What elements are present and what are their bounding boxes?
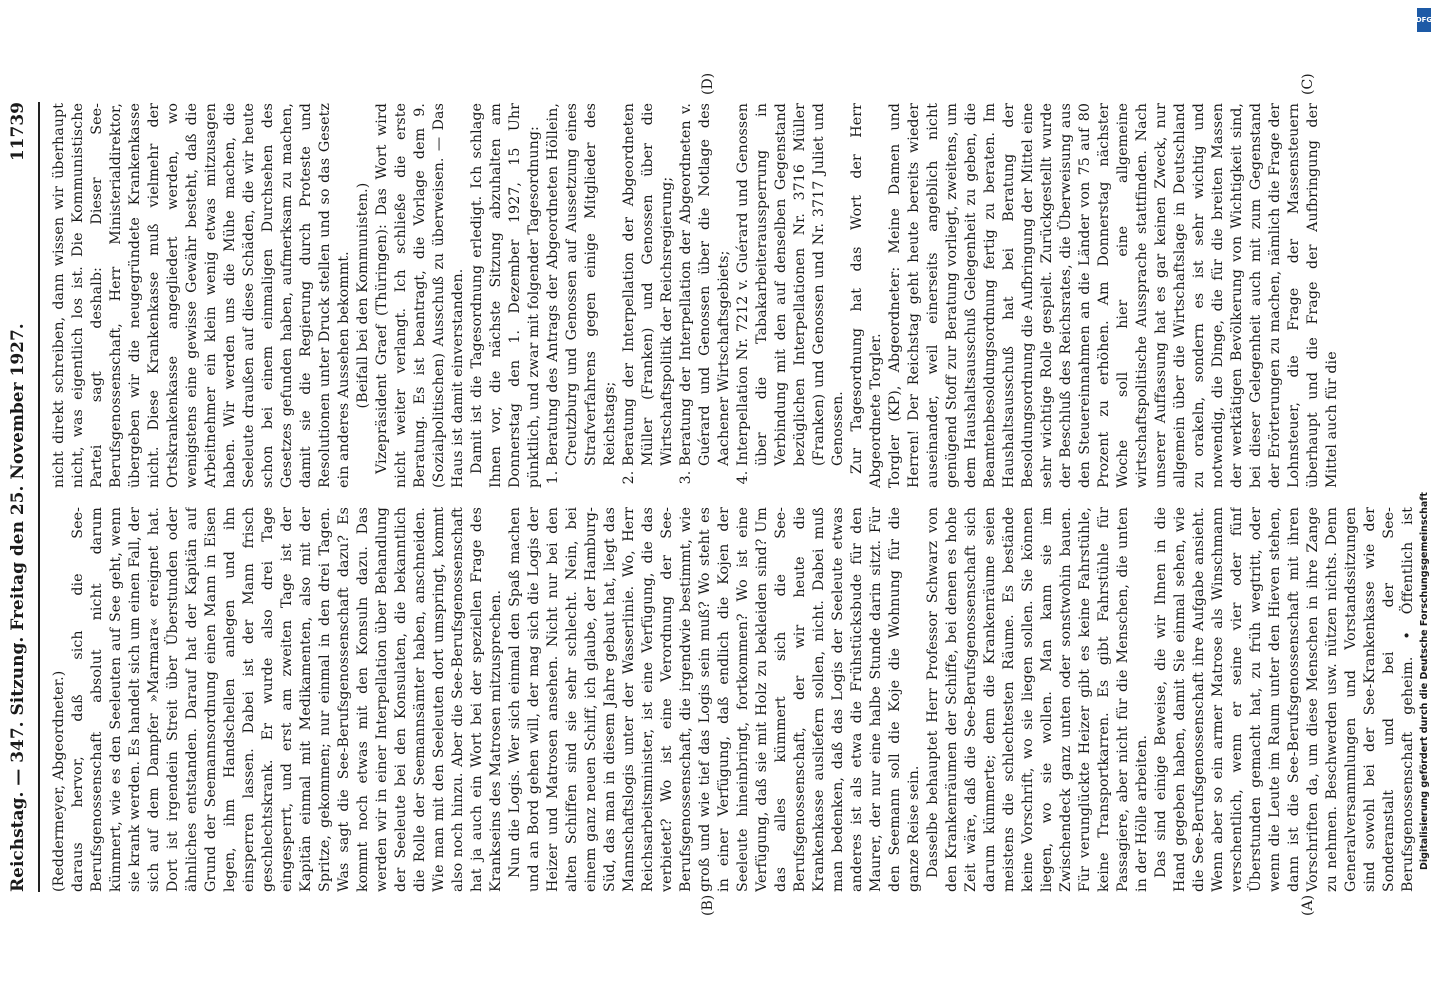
paragraph: Das sind einige Beweise, die wir Ihnen in die Hand gegeben haben, damit Sie einmal sehen, wie die See-Berufsgenossenschaft ihre Aufgabe ansieht. Wenn aber so ein armer Matrose als Winschmann verschentlich, wenn er seine vier oder fünf Überstunden gemacht hat, zu früh wegtritt, oder wenn die Leute im Raum unter den Hieven stehen, dann ist die See-Berufsgenossenschaft mit ihren Vorschriften da, um diese Menschen in ihre Zange zu nehmen. Beschwerden usw. nützen nichts. Denn Generalversammlungen und Vorstandssitzungen sind sowohl bei der See-Krankenkasse wie der Sonderanstalt und bei der See-Berufsgenossenschaft geheim. • Öffentlich ist: [1153, 507, 1416, 892]
paragraph: nicht direkt schreiben, dann wissen wir überhaupt nicht, was eigentlich los ist. Die Kommunistische Partei sagt deshalb: Dieser See-Berufsgenossenschaft, Herr Ministerialdirektor, übergeben wir die neugegründete Krankenkasse nicht. Diese Krankenkasse muß vielmehr der Ortskrankenkasse angegliedert werden, wo wenigstens eine gewisse Gewähr besteht, daß die Arbeitnehmer ein klein wenig etwas mitzusagen haben. Wir werden uns die Mühe machen, die Seeleute draußen auf diese Schäden, die wir heute schon bei einem einmaligen Durchsehen des Gesetzes gefunden haben, aufmerksam zu machen, damit sie die Regierung durch Proteste und Resolutionen unter Druck stellen und so das Gesetz ein anderes Aussehen bekommt.: [51, 103, 352, 488]
paragraph: Damit ist die Tagesordnung erledigt. Ich schlage Ihnen vor, die nächste Sitzung abzuhalten am Donnerstag den 1. Dezember 1927, 15 Uhr pünktlich, und zwar mit folgender Tagesordnung:: [469, 103, 542, 488]
paragraph: Vizepräsident Graef (Thüringen): Das Wort wird nicht weiter verlangt. Ich schließe die erste Beratung. Es ist beantragt, die Vorlage dem 9. (Sozialpolitischen) Ausschuß zu überweisen. — Das Haus ist damit einverstanden.: [374, 103, 466, 488]
paragraph: (Beifall bei den Kommunisten.): [355, 182, 371, 409]
agenda-list: [544, 103, 848, 488]
paragraph: Nun die Logis. Wer sich einmal den Spaß machen und an Bord gehen will, der mag sich die Logis der Heizer und Matrosen ansehen. Nicht nur bei den alten Schiffen sind sie sehr schlecht. Nein, bei einem ganz neuen Schiff, ich glaube, der Hamburg-Süd, das man in diesem Jahre gebaut hat, liegt das Mannschaftslogis unter der Wasserlinie. Wo, Herr Reichsarbeitsminister, ist eine Verfügung, die das verbietet? Wo ist eine Verordnung der See-Berufsgenossenschaft, die irgendwie bestimmt, wie groß und wie tief das Logis sein muß? Wo steht es in einer Verfügung, daß endlich die Kojen der Seeleute hineinbringt, fortkommen? Wo ist eine Verfügung, daß sie mit Holz zu bekleiden sind? Um das alles kümmert sich die See-Berufsgenossenschaft, der wir heute die Krankenkasse ausliefern sollen, nicht. Dabei muß man bedenken, daß das Logis der Seeleute etwas anderes ist als etwa die Frühstücksbude für den Maurer, der nur eine halbe Stunde darin sitzt. Für den Seemann soll die Koje die Wohnung für die ganze Reise sein.: [507, 507, 922, 892]
paragraph: Torgler (KP), Abgeordneter: Meine Damen und Herren! Der Reichstag geht heute bereits wieder auseinander, weil einerseits angeblich nicht genügend Stoff zur Beratung vorliegt, zweitens, um dem Haushaltsausschuß Gelegenheit zu geben, die Beamtenbesoldungsordnung fertig zu beraten. Im Haushaltsausschuß hat bei Beratung der Besoldungsordnung die Aufbringung der Mittel eine sehr wichtige Rolle gespielt. Zurückgestellt wurde der Beschluß des Reichsrates, die Überweisung aus den Steuereinnahmen an die Länder von 75 auf 80 Prozent zu erhöhen. Am Donnerstag nächster Woche soll hier eine allgemeine wirtschaftspolitische Aussprache stattfinden. Nach unserer Auffassung hat es gar keinen Zweck, nur allgemein über die Wirtschaftslage in Deutschland zu orakeln, sondern es ist sehr wichtig und notwendig, die Dinge, die für die breiten Massen der werktätigen Bevölkerung von Wichtigkeit sind, bei dieser Gelegenheit auch mit zum Gegenstand der Erörterungen zu machen, nämlich die Frage der Lohnsteuer, die Frage der Massensteuern überhaupt und die Frage der Aufbringung der Mittel auch für die: [887, 103, 1340, 488]
right-column: [50, 103, 1420, 488]
paragraph: Zur Tagesordnung hat das Wort der Herr Abgeordnete Torgler.: [849, 103, 884, 488]
paragraph: (Reddermeyer, Abgeordneter.): [51, 670, 67, 892]
header-rule: [38, 102, 40, 892]
agenda-item: 4. Interpellation Nr. 7212 v. Guérard und Genossen über die Tabakarbeiteraussperrung in Verbindung mit den auf denselben Gegenstand bezüglichen Interpellationen Nr. 3716 Müller (Franken) und Genossen und Nr. 3717 Juliet und Genossen.: [734, 103, 848, 466]
margin-letter-c: (C): [1300, 73, 1316, 95]
digitization-credit: Digitalisierung gefördert durch die Deutsche Forschungsgemeinschaft: [1419, 492, 1430, 870]
paragraph: daraus hervor, daß sich die See-Berufsgenossenschaft absolut nicht darum kümmert, wie es den Seeleuten auf See geht, wenn sie krank werden. Es handelt sich um einen Fall, der sich auf dem Dampfer »Marmara« ereignet hat. Dort ist irgendein Streit über Überstunden oder ähnliches entstanden. Darauf hat der Kapitän auf Grund der Seemannsordnung einen Mann in Eisen legen, ihm Handschellen anlegen und ihn einsperren lassen. Dabei ist der Mann frisch geschlechtskrank. Er wurde also drei Tage eingesperrt, und erst am zweiten Tage ist der Kapitän einmal mit Medikamenten, also mit der Spritze, gekommen; nur einmal in den drei Tagen. Was sagt die See-Berufsgenossenschaft dazu? Es kommt noch etwas mit den Konsuln dazu. Das werden wir in einer Interpellation über Behandlung der Seeleute bei den Konsulaten, die bekanntlich die Rolle der Seemannsämter haben, anschneiden. Wie man mit den Seeleuten dort umspringt, kommt also noch hinzu. Aber die See-Berufsgenossenschaft hat ja auch ein Wort bei der speziellen Frage des Krankseins des Matrosen mitzusprechen.: [70, 507, 504, 892]
page-header: [0, 102, 40, 892]
dfg-logo: DFG: [1417, 8, 1431, 32]
margin-letter-a: (A): [1300, 894, 1316, 916]
agenda-item: 3. Beratung der Interpellation der Abgeordneten v. Guérard und Genossen über die Notlage des Aachener Wirtschaftsgebiets;: [677, 103, 734, 466]
header-title: Reichstag. — 347. Sitzung. Freitag den 25. November 1927.: [8, 323, 28, 892]
paragraph: Dasselbe behauptet Herr Professor Schwarz von den Krankenräumen der Schiffe, bei denen es hohe Zeit wäre, daß die See-Berufsgenossenschaft sich darum kümmerte; denn die Krankenräume seien meistens die schlechtesten Räume. Es bestände keine Vorschrift, wo sie liegen sollen. Sie können liegen, wo sie wollen. Man kann sie im Zwischendeck ganz unten oder sonstwohin bauen. Für verunglückte Heizer gibt es keine Fahrstühle, keine Transportkarren. Es gibt Fahrstühle für Passagiere, aber nicht für die Menschen, die unten in der Hölle arbeiten.: [925, 507, 1150, 892]
agenda-item: 1. Beratung des Antrags der Abgeordneten Höllein, Creutzburg und Genossen auf Aussetzung eines Strafverfahrens gegen einige Mitglieder des Reichstags;: [544, 103, 620, 466]
margin-letter-b: (B): [700, 894, 716, 916]
page-number: 11739: [8, 102, 28, 162]
margin-letter-d: (D): [700, 72, 716, 95]
agenda-item: 2. Beratung der Interpellation der Abgeordneten Müller (Franken) und Genossen über die Wirtschaftspolitik der Reichsregierung;: [620, 103, 677, 466]
left-column: [50, 507, 1420, 892]
